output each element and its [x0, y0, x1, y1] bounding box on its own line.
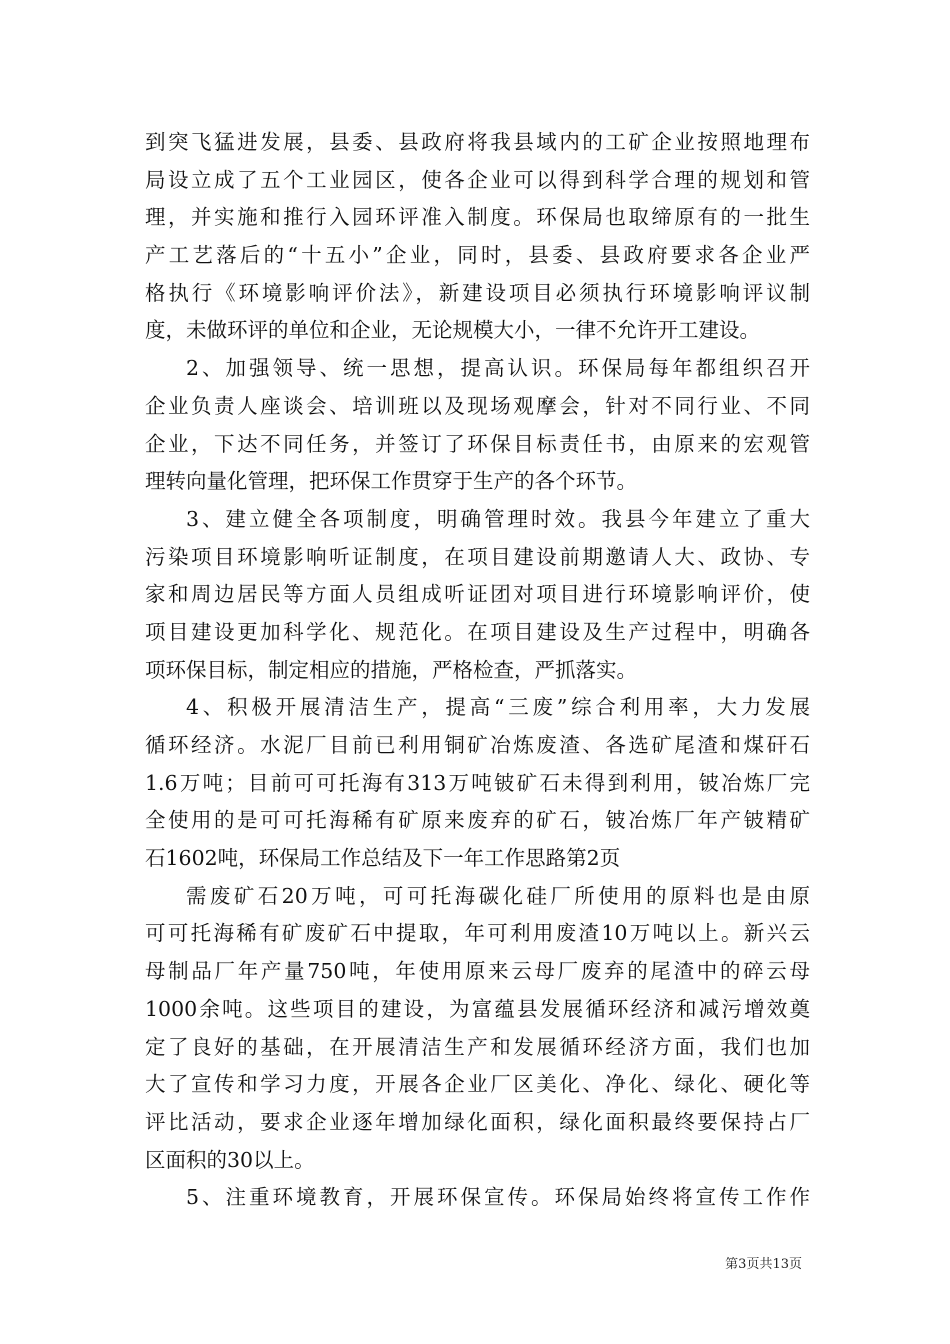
paragraph-first-line: 2、加强领导、统一思想，提高认识。环保局每年都组织召开	[186, 356, 810, 381]
text-line: 家和周边居民等方面人员组成听证团对项目进行环境影响评价，使	[145, 582, 810, 607]
text-line: 度，未做环评的单位和企业，无论规模大小，一律不允许开工建设。	[145, 318, 760, 343]
text-line: 理转向量化管理，把环保工作贯穿于生产的各个环节。	[145, 469, 637, 494]
text-line: 全使用的是可可托海稀有矿原来废弃的矿石，铍冶炼厂年产铍精矿	[145, 808, 810, 833]
text-line: 定了良好的基础，在开展清洁生产和发展循环经济方面，我们也加	[145, 1034, 810, 1059]
text-line: 项目建设更加科学化、规范化。在项目建设及生产过程中，明确各	[145, 619, 810, 644]
text-line: 格执行《环境影响评价法》，新建设项目必须执行环境影响评议制	[145, 280, 810, 305]
text-line: 到突飞猛进发展，县委、县政府将我县域内的工矿企业按照地理布	[145, 130, 810, 154]
text-line: 企业负责人座谈会、培训班以及现场观摩会，针对不同行业、不同	[145, 393, 810, 418]
text-line: 产工艺落后的“十五小”企业，同时，县委、县政府要求各企业严	[145, 243, 810, 268]
text-line: 母制品厂年产量750吨，年使用原来云母厂废弃的尾渣中的碎云母	[145, 959, 810, 984]
text-line: 污染项目环境影响听证制度，在项目建设前期邀请人大、政协、专	[145, 544, 810, 569]
text-line: 局设立成了五个工业园区，使各企业可以得到科学合理的规划和管	[145, 167, 810, 192]
paragraph-first-line: 需废矿石20万吨，可可托海碳化硅厂所使用的原料也是由原	[186, 883, 810, 908]
text-line: 1000余吨。这些项目的建设，为富蕴县发展循环经济和减污增效奠	[145, 996, 810, 1021]
text-line: 可可托海稀有矿废矿石中提取，年可利用废渣10万吨以上。新兴云	[145, 921, 810, 946]
text-line: 企业，下达不同任务，并签订了环保目标责任书，由原来的宏观管	[145, 431, 810, 456]
text-line: 循环经济。水泥厂目前已利用铜矿冶炼废渣、各选矿尾渣和煤矸石	[145, 733, 810, 757]
page-number: 第3页共13页	[725, 1257, 802, 1272]
text-line: 大了宣传和学习力度，开展各企业厂区美化、净化、绿化、硬化等	[145, 1072, 810, 1097]
paragraph-first-line: 5、注重环境教育，开展环保宣传。环保局始终将宣传工作作	[186, 1185, 810, 1210]
document-body	[145, 124, 810, 1217]
text-line: 石1602吨，环保局工作总结及下一年工作思路第2页	[145, 846, 621, 871]
paragraph-first-line: 4、积极开展清洁生产，提高“三废”综合利用率，大力发展	[186, 695, 810, 720]
text-line: 1.6万吨；目前可可托海有313万吨铍矿石未得到利用，铍冶炼厂完	[145, 770, 810, 795]
paragraph-first-line: 3、建立健全各项制度，明确管理时效。我县今年建立了重大	[186, 506, 810, 531]
text-line: 理，并实施和推行入园环评准入制度。环保局也取缔原有的一批生	[145, 205, 810, 230]
text-line: 评比活动，要求企业逐年增加绿化面积，绿化面积最终要保持占厂	[145, 1109, 810, 1134]
text-line: 区面积的30以上。	[145, 1147, 315, 1172]
text-line: 项环保目标，制定相应的措施，严格检查，严抓落实。	[145, 657, 637, 682]
